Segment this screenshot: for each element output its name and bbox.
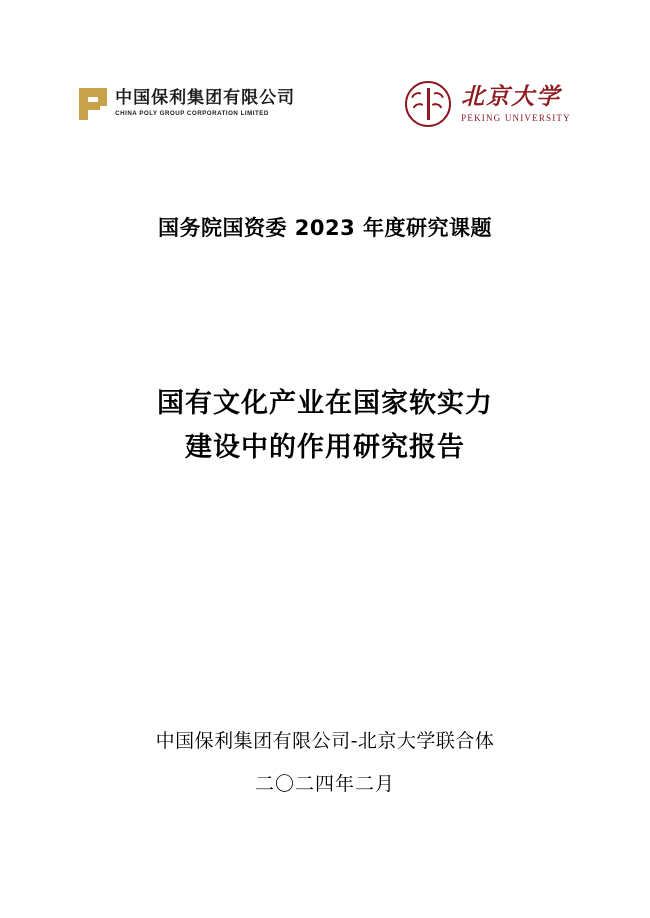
poly-emblem-icon <box>79 88 107 120</box>
page-title <box>0 382 650 469</box>
date-line: 二〇二四年二月 <box>254 773 395 795</box>
peking-university-logo <box>405 81 571 127</box>
pku-logo-text <box>461 85 571 123</box>
pku-seal-icon <box>405 81 451 127</box>
poly-name-cn: 中国保利集团有限公司 <box>115 88 296 109</box>
logo-row <box>0 72 650 136</box>
poly-group-logo <box>79 88 295 120</box>
page-title-line-2: 建设中的作用研究报告 <box>185 431 465 463</box>
cover-footer <box>0 726 650 796</box>
pku-name-en: PEKING UNIVERSITY <box>461 113 571 123</box>
pku-name-cn: 北京大学 <box>461 83 562 110</box>
page-title-line-1: 国有文化产业在国家软实力 <box>157 388 493 419</box>
organization-line: 中国保利集团有限公司-北京大学联合体 <box>155 730 495 752</box>
poly-name-en: CHINA POLY GROUP CORPORATION LIMITED <box>115 110 269 118</box>
poly-logo-text <box>115 90 295 117</box>
research-subject-line: 国务院国资委 2023 年度研究课题 <box>157 216 493 240</box>
